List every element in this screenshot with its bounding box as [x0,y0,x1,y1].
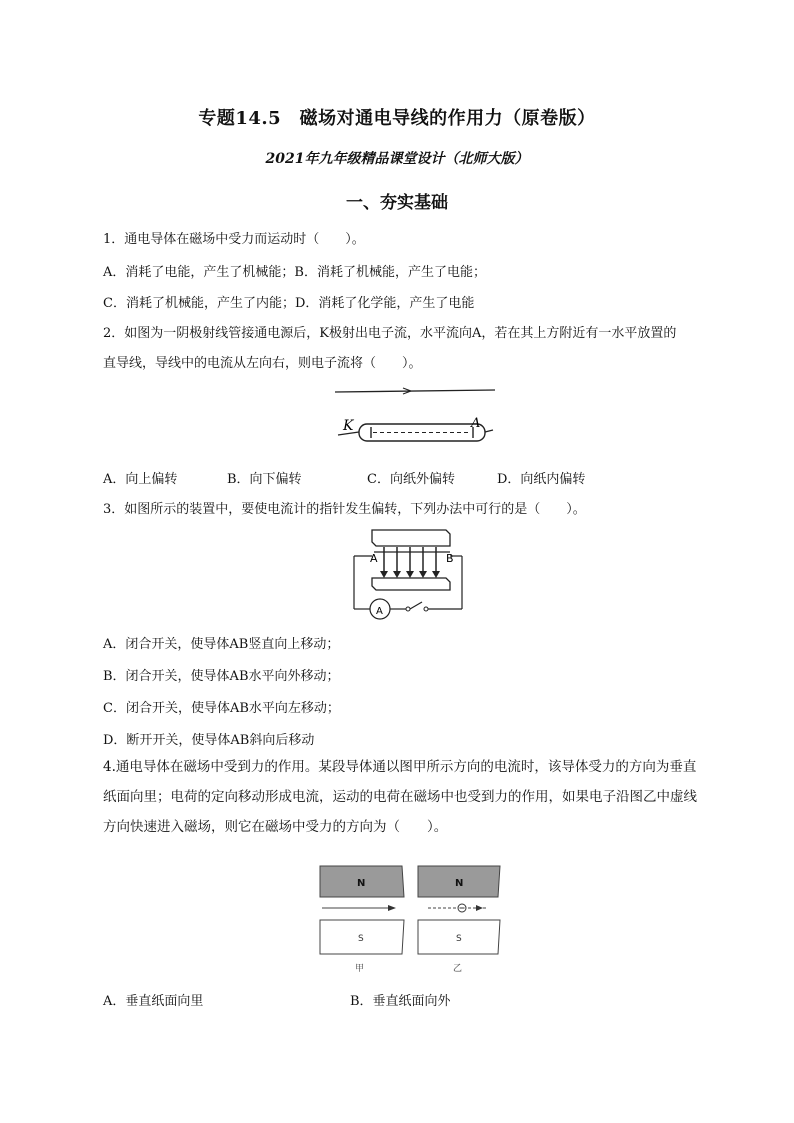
q4-fig-n-right: N [455,878,464,889]
q2-option-d: D．向纸内偏转 [497,472,586,487]
q4-fig-s-left: S [358,934,364,944]
q1-stem: 1．通电导体在磁场中受力而运动时（ ）。 [103,232,365,247]
page-title: 专题14.5 磁场对通电导线的作用力（原卷版） [198,108,596,129]
q4-magnet-figure [318,862,502,977]
q2-fig-label-a: A [471,416,481,431]
q4-fig-label-left: 甲 [355,964,365,974]
q3-option-b: B．闭合开关，使导体AB水平向外移动； [103,669,340,684]
q1-options-row-1: A．消耗了电能，产生了机械能；B．消耗了机械能，产生了电能； [103,265,486,280]
q2-option-b: B．向下偏转 [227,472,302,487]
q2-option-c: C．向纸外偏转 [367,472,455,487]
q2-cathode-ray-figure [335,380,495,455]
q4-fig-n-left: N [357,878,366,889]
q4-fig-label-right: 乙 [453,964,463,974]
q1-options-row-2: C．消耗了机械能，产生了内能；D．消耗了化学能，产生了电能 [103,296,475,311]
q4-options [103,990,451,1009]
q3-fig-meter-label: A [376,606,383,617]
q2-option-a: A．向上偏转 [103,472,178,487]
q3-option-a: A．闭合开关，使导体AB竖直向上移动； [103,637,340,652]
q2-stem-line-2: 直导线，导线中的电流从左向右，则电子流将（ ）。 [103,356,422,371]
q3-option-c: C．闭合开关，使导体AB水平向左移动； [103,701,340,716]
q4-option-a: A．垂直纸面向里 [103,994,204,1009]
q4-stem: 4.通电导体在磁场中受到力的作用。某段导体通以图甲所示方向的电流时，该导体受力的方向为垂直纸面向里；电荷的定向移动形成电流，运动的电荷在磁场中也受到力的作用，如果电子沿图乙中虚线方向快速进入磁场，则它在磁场中受力的方向为（ ）。 [103,759,697,835]
page-subtitle: 2021年九年级精品课堂设计（北师大版） [265,151,529,167]
q3-option-d: D．断开开关，使导体AB斜向后移动 [103,733,315,748]
q2-options [103,468,585,487]
q3-fig-label-a: A [370,552,378,565]
q3-stem: 3．如图所示的装置中，要使电流计的指针发生偏转，下列办法中可行的是（ ）。 [103,502,586,517]
q4-option-b: B．垂直纸面向外 [350,994,451,1009]
q2-fig-label-k: K [343,418,354,434]
q3-galvanometer-figure [350,526,466,622]
q4-fig-s-right: S [456,934,462,944]
q2-stem-line-1: 2．如图为一阴极射线管接通电源后，K极射出电子流，水平流向A，若在其上方附近有一水平放置的 [103,326,677,341]
q3-fig-label-b: B [446,552,454,565]
section-heading: 一、夯实基础 [346,193,448,213]
